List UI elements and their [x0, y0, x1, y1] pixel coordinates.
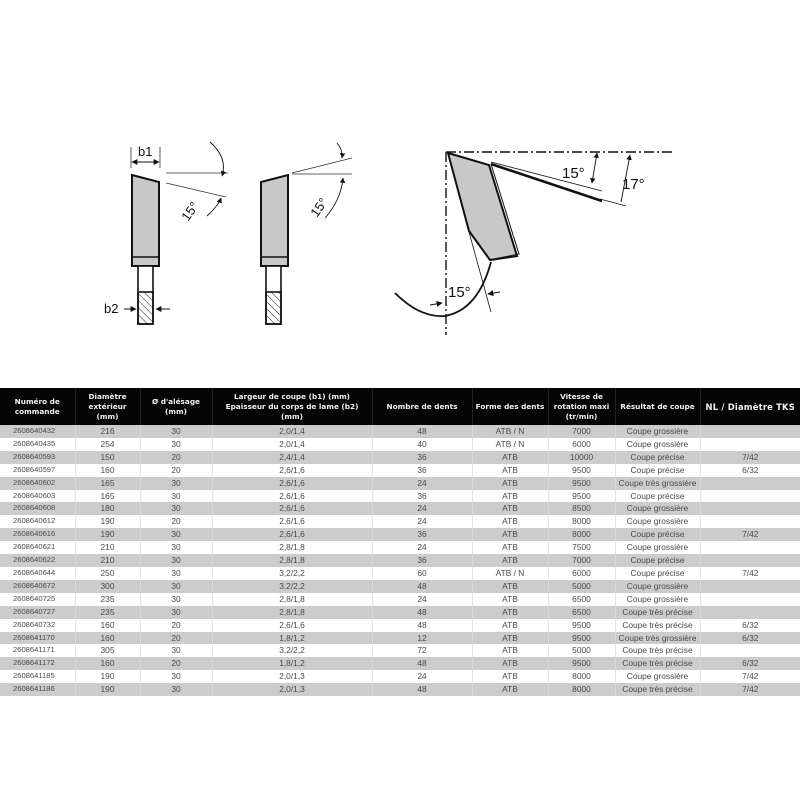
cell-max-speed: 9500 [548, 464, 615, 477]
cell-outer-diameter: 180 [75, 502, 140, 515]
cell-bore: 30 [140, 490, 212, 503]
cell-teeth-count: 24 [372, 502, 472, 515]
cell-cut-result: Coupe très précise [615, 683, 700, 696]
cell-outer-diameter: 160 [75, 632, 140, 645]
cell-nl-tks: 7/42 [700, 528, 800, 541]
table-row [0, 477, 800, 490]
cell-cut-result: Coupe précise [615, 554, 700, 567]
cell-teeth-count: 48 [372, 606, 472, 619]
cell-max-speed: 9500 [548, 657, 615, 670]
cell-outer-diameter: 165 [75, 477, 140, 490]
table-row [0, 515, 800, 528]
cell-outer-diameter: 190 [75, 515, 140, 528]
cell-tooth-shape: ATB [472, 541, 548, 554]
cell-kerf-body: 2,6/1,6 [212, 619, 372, 632]
cell-order-number: 2608640622 [0, 554, 75, 567]
cell-order-number: 2608641171 [0, 644, 75, 657]
cell-max-speed: 9500 [548, 490, 615, 503]
cell-cut-result: Coupe grossière [615, 515, 700, 528]
cell-outer-diameter: 165 [75, 490, 140, 503]
cell-kerf-body: 1,8/1,2 [212, 632, 372, 645]
cell-cut-result: Coupe précise [615, 490, 700, 503]
cell-teeth-count: 36 [372, 554, 472, 567]
cell-teeth-count: 24 [372, 593, 472, 606]
cell-tooth-shape: ATB [472, 451, 548, 464]
cell-teeth-count: 48 [372, 683, 472, 696]
table-row [0, 464, 800, 477]
cell-order-number: 2608640612 [0, 515, 75, 528]
cell-kerf-body: 2,6/1,6 [212, 515, 372, 528]
cell-cut-result: Coupe précise [615, 567, 700, 580]
cell-max-speed: 8500 [548, 502, 615, 515]
table-body [0, 425, 800, 696]
cell-nl-tks [700, 580, 800, 593]
cell-cut-result: Coupe grossière [615, 580, 700, 593]
header-kerf-body: Largeur de coupe (b1) (mm) Epaisseur du corps de lame (b2) (mm) [212, 388, 372, 425]
table-row [0, 438, 800, 451]
cell-bore: 30 [140, 554, 212, 567]
cell-max-speed: 10000 [548, 451, 615, 464]
cell-bore: 20 [140, 657, 212, 670]
table-row [0, 502, 800, 515]
header-cut-result: Résultat de coupe [615, 388, 700, 425]
cell-bore: 30 [140, 606, 212, 619]
cell-max-speed: 5000 [548, 644, 615, 657]
cell-bore: 30 [140, 593, 212, 606]
cell-nl-tks [700, 554, 800, 567]
cell-outer-diameter: 250 [75, 567, 140, 580]
cell-order-number: 2608640608 [0, 502, 75, 515]
cell-bore: 30 [140, 425, 212, 438]
cell-tooth-shape: ATB [472, 606, 548, 619]
table-row [0, 683, 800, 696]
cell-teeth-count: 24 [372, 670, 472, 683]
cell-kerf-body: 3,2/2,2 [212, 567, 372, 580]
middle-blade-profile [261, 143, 352, 324]
cell-outer-diameter: 305 [75, 644, 140, 657]
cell-max-speed: 8000 [548, 528, 615, 541]
cell-teeth-count: 40 [372, 438, 472, 451]
cell-max-speed: 7000 [548, 554, 615, 567]
cell-bore: 20 [140, 451, 212, 464]
cell-teeth-count: 48 [372, 657, 472, 670]
cell-bore: 30 [140, 683, 212, 696]
cell-tooth-shape: ATB [472, 657, 548, 670]
cell-tooth-shape: ATB [472, 644, 548, 657]
b1-label: b1 [138, 144, 153, 159]
cell-bore: 30 [140, 477, 212, 490]
cell-kerf-body: 2,0/1,4 [212, 438, 372, 451]
cell-cut-result: Coupe grossière [615, 670, 700, 683]
cell-outer-diameter: 190 [75, 528, 140, 541]
cell-outer-diameter: 235 [75, 593, 140, 606]
cell-bore: 20 [140, 632, 212, 645]
cell-cut-result: Coupe grossière [615, 425, 700, 438]
cell-bore: 30 [140, 644, 212, 657]
cell-cut-result: Coupe très précise [615, 657, 700, 670]
cell-order-number: 2608640644 [0, 567, 75, 580]
blade-geometry-diagram [0, 0, 800, 380]
cell-bore: 20 [140, 464, 212, 477]
cell-max-speed: 7500 [548, 541, 615, 554]
cell-order-number: 2608640727 [0, 606, 75, 619]
header-bore: Ø d'alésage (mm) [140, 388, 212, 425]
cell-max-speed: 6500 [548, 593, 615, 606]
cell-bore: 30 [140, 580, 212, 593]
b2-label: b2 [104, 301, 119, 316]
cell-tooth-shape: ATB [472, 528, 548, 541]
cell-order-number: 2608640621 [0, 541, 75, 554]
cell-bore: 30 [140, 438, 212, 451]
table-row [0, 490, 800, 503]
cell-teeth-count: 12 [372, 632, 472, 645]
cell-teeth-count: 36 [372, 528, 472, 541]
cell-cut-result: Coupe très grossière [615, 477, 700, 490]
left-blade-profile [104, 142, 228, 324]
table-row [0, 657, 800, 670]
cell-tooth-shape: ATB [472, 670, 548, 683]
table-row [0, 593, 800, 606]
cell-cut-result: Coupe précise [615, 451, 700, 464]
cell-cut-result: Coupe grossière [615, 541, 700, 554]
cell-kerf-body: 2,4/1,4 [212, 451, 372, 464]
cell-tooth-shape: ATB [472, 490, 548, 503]
cell-tooth-shape: ATB [472, 515, 548, 528]
cell-order-number: 2608640616 [0, 528, 75, 541]
cell-teeth-count: 60 [372, 567, 472, 580]
cell-max-speed: 9500 [548, 477, 615, 490]
table-row [0, 670, 800, 683]
header-nl-tks: NL / Diamètre TKS [700, 388, 800, 425]
table-row [0, 528, 800, 541]
cell-kerf-body: 2,8/1,8 [212, 541, 372, 554]
cell-nl-tks [700, 425, 800, 438]
cell-cut-result: Coupe précise [615, 528, 700, 541]
cell-max-speed: 9500 [548, 619, 615, 632]
table-row [0, 541, 800, 554]
cell-max-speed: 7000 [548, 425, 615, 438]
header-order-number: Numéro de commande [0, 388, 75, 425]
cell-outer-diameter: 210 [75, 541, 140, 554]
cell-teeth-count: 48 [372, 619, 472, 632]
cell-tooth-shape: ATB [472, 632, 548, 645]
table-row [0, 451, 800, 464]
cell-teeth-count: 48 [372, 580, 472, 593]
cell-outer-diameter: 160 [75, 619, 140, 632]
cell-nl-tks [700, 541, 800, 554]
cell-order-number: 2608640435 [0, 438, 75, 451]
left-angle-label: 15° [178, 199, 202, 224]
hook-angle-label: 15° [448, 284, 471, 301]
cell-nl-tks: 7/42 [700, 567, 800, 580]
cell-cut-result: Coupe très grossière [615, 632, 700, 645]
cell-nl-tks [700, 593, 800, 606]
cell-order-number: 2608640432 [0, 425, 75, 438]
cell-outer-diameter: 254 [75, 438, 140, 451]
diagram-svg [0, 0, 800, 380]
cell-max-speed: 8000 [548, 670, 615, 683]
cell-outer-diameter: 160 [75, 657, 140, 670]
cell-order-number: 2608640597 [0, 464, 75, 477]
cell-teeth-count: 72 [372, 644, 472, 657]
cell-outer-diameter: 235 [75, 606, 140, 619]
cell-teeth-count: 36 [372, 490, 472, 503]
cell-outer-diameter: 300 [75, 580, 140, 593]
cell-tooth-shape: ATB [472, 619, 548, 632]
cell-kerf-body: 2,6/1,6 [212, 490, 372, 503]
cell-cut-result: Coupe grossière [615, 502, 700, 515]
cell-order-number: 2608640732 [0, 619, 75, 632]
cell-kerf-body: 2,8/1,8 [212, 554, 372, 567]
cell-teeth-count: 24 [372, 477, 472, 490]
cell-outer-diameter: 160 [75, 464, 140, 477]
cell-bore: 30 [140, 528, 212, 541]
cell-tooth-shape: ATB [472, 554, 548, 567]
cell-nl-tks: 7/42 [700, 683, 800, 696]
cell-order-number: 2608640602 [0, 477, 75, 490]
cell-kerf-body: 2,8/1,8 [212, 606, 372, 619]
cell-kerf-body: 2,8/1,8 [212, 593, 372, 606]
cell-tooth-shape: ATB [472, 683, 548, 696]
table-row [0, 619, 800, 632]
cell-max-speed: 6000 [548, 567, 615, 580]
cell-cut-result: Coupe très précise [615, 619, 700, 632]
cell-teeth-count: 24 [372, 541, 472, 554]
cell-kerf-body: 2,6/1,6 [212, 502, 372, 515]
middle-angle-label: 15° [307, 195, 331, 220]
cell-outer-diameter: 190 [75, 683, 140, 696]
cell-max-speed: 9500 [548, 632, 615, 645]
cell-tooth-shape: ATB [472, 464, 548, 477]
cell-kerf-body: 2,6/1,6 [212, 528, 372, 541]
blade-specs-table [0, 388, 800, 696]
cell-tooth-shape: ATB [472, 502, 548, 515]
table-row [0, 632, 800, 645]
cell-outer-diameter: 210 [75, 554, 140, 567]
table-row [0, 554, 800, 567]
cell-nl-tks: 7/42 [700, 451, 800, 464]
cell-cut-result: Coupe grossière [615, 593, 700, 606]
cell-bore: 30 [140, 670, 212, 683]
cell-cut-result: Coupe très précise [615, 644, 700, 657]
cell-max-speed: 8000 [548, 515, 615, 528]
cell-bore: 20 [140, 515, 212, 528]
tooth-profile [395, 152, 674, 335]
header-outer-diameter: Diamètre extérieur (mm) [75, 388, 140, 425]
cell-nl-tks: 6/32 [700, 619, 800, 632]
cell-max-speed: 6000 [548, 438, 615, 451]
header-teeth-count: Nombre de dents [372, 388, 472, 425]
cell-teeth-count: 36 [372, 451, 472, 464]
cell-tooth-shape: ATB [472, 477, 548, 490]
cell-nl-tks: 7/42 [700, 670, 800, 683]
cell-tooth-shape: ATB / N [472, 438, 548, 451]
cell-max-speed: 6500 [548, 606, 615, 619]
tooth-angle-15-label: 15° [562, 165, 585, 182]
cell-kerf-body: 2,6/1,6 [212, 464, 372, 477]
cell-order-number: 2608640725 [0, 593, 75, 606]
cell-order-number: 2608641170 [0, 632, 75, 645]
cell-nl-tks [700, 644, 800, 657]
cell-kerf-body: 2,0/1,3 [212, 670, 372, 683]
cell-order-number: 2608641186 [0, 683, 75, 696]
cell-nl-tks [700, 606, 800, 619]
cell-kerf-body: 3,2/2,2 [212, 580, 372, 593]
cell-nl-tks [700, 490, 800, 503]
cell-nl-tks: 6/32 [700, 464, 800, 477]
cell-tooth-shape: ATB / N [472, 567, 548, 580]
table-row [0, 644, 800, 657]
cell-tooth-shape: ATB / N [472, 425, 548, 438]
cell-bore: 20 [140, 619, 212, 632]
cell-teeth-count: 36 [372, 464, 472, 477]
cell-kerf-body: 2,6/1,6 [212, 477, 372, 490]
cell-order-number: 2608640593 [0, 451, 75, 464]
cell-max-speed: 8000 [548, 683, 615, 696]
cell-nl-tks [700, 515, 800, 528]
cell-nl-tks: 6/32 [700, 657, 800, 670]
table-header-row [0, 388, 800, 425]
cell-nl-tks [700, 477, 800, 490]
cell-cut-result: Coupe grossière [615, 438, 700, 451]
cell-order-number: 2608640672 [0, 580, 75, 593]
cell-kerf-body: 2,0/1,4 [212, 425, 372, 438]
table-row [0, 425, 800, 438]
cell-tooth-shape: ATB [472, 593, 548, 606]
header-tooth-shape: Forme des dents [472, 388, 548, 425]
cell-kerf-body: 3,2/2,2 [212, 644, 372, 657]
cell-order-number: 2608640603 [0, 490, 75, 503]
cell-bore: 30 [140, 541, 212, 554]
cell-tooth-shape: ATB [472, 580, 548, 593]
cell-order-number: 2608641185 [0, 670, 75, 683]
cell-bore: 30 [140, 567, 212, 580]
cell-bore: 30 [140, 502, 212, 515]
cell-teeth-count: 24 [372, 515, 472, 528]
cell-max-speed: 5000 [548, 580, 615, 593]
cell-nl-tks: 6/32 [700, 632, 800, 645]
cell-outer-diameter: 150 [75, 451, 140, 464]
table-row [0, 580, 800, 593]
cell-kerf-body: 2,0/1,3 [212, 683, 372, 696]
cell-cut-result: Coupe précise [615, 464, 700, 477]
tooth-angle-17-label: 17° [622, 176, 645, 193]
table-row [0, 567, 800, 580]
cell-teeth-count: 48 [372, 425, 472, 438]
header-max-speed: Vitesse de rotation maxi (tr/min) [548, 388, 615, 425]
cell-outer-diameter: 216 [75, 425, 140, 438]
cell-nl-tks [700, 438, 800, 451]
cell-cut-result: Coupe très précise [615, 606, 700, 619]
table-row [0, 606, 800, 619]
cell-nl-tks [700, 502, 800, 515]
cell-kerf-body: 1,8/1,2 [212, 657, 372, 670]
cell-outer-diameter: 190 [75, 670, 140, 683]
cell-order-number: 2608641172 [0, 657, 75, 670]
